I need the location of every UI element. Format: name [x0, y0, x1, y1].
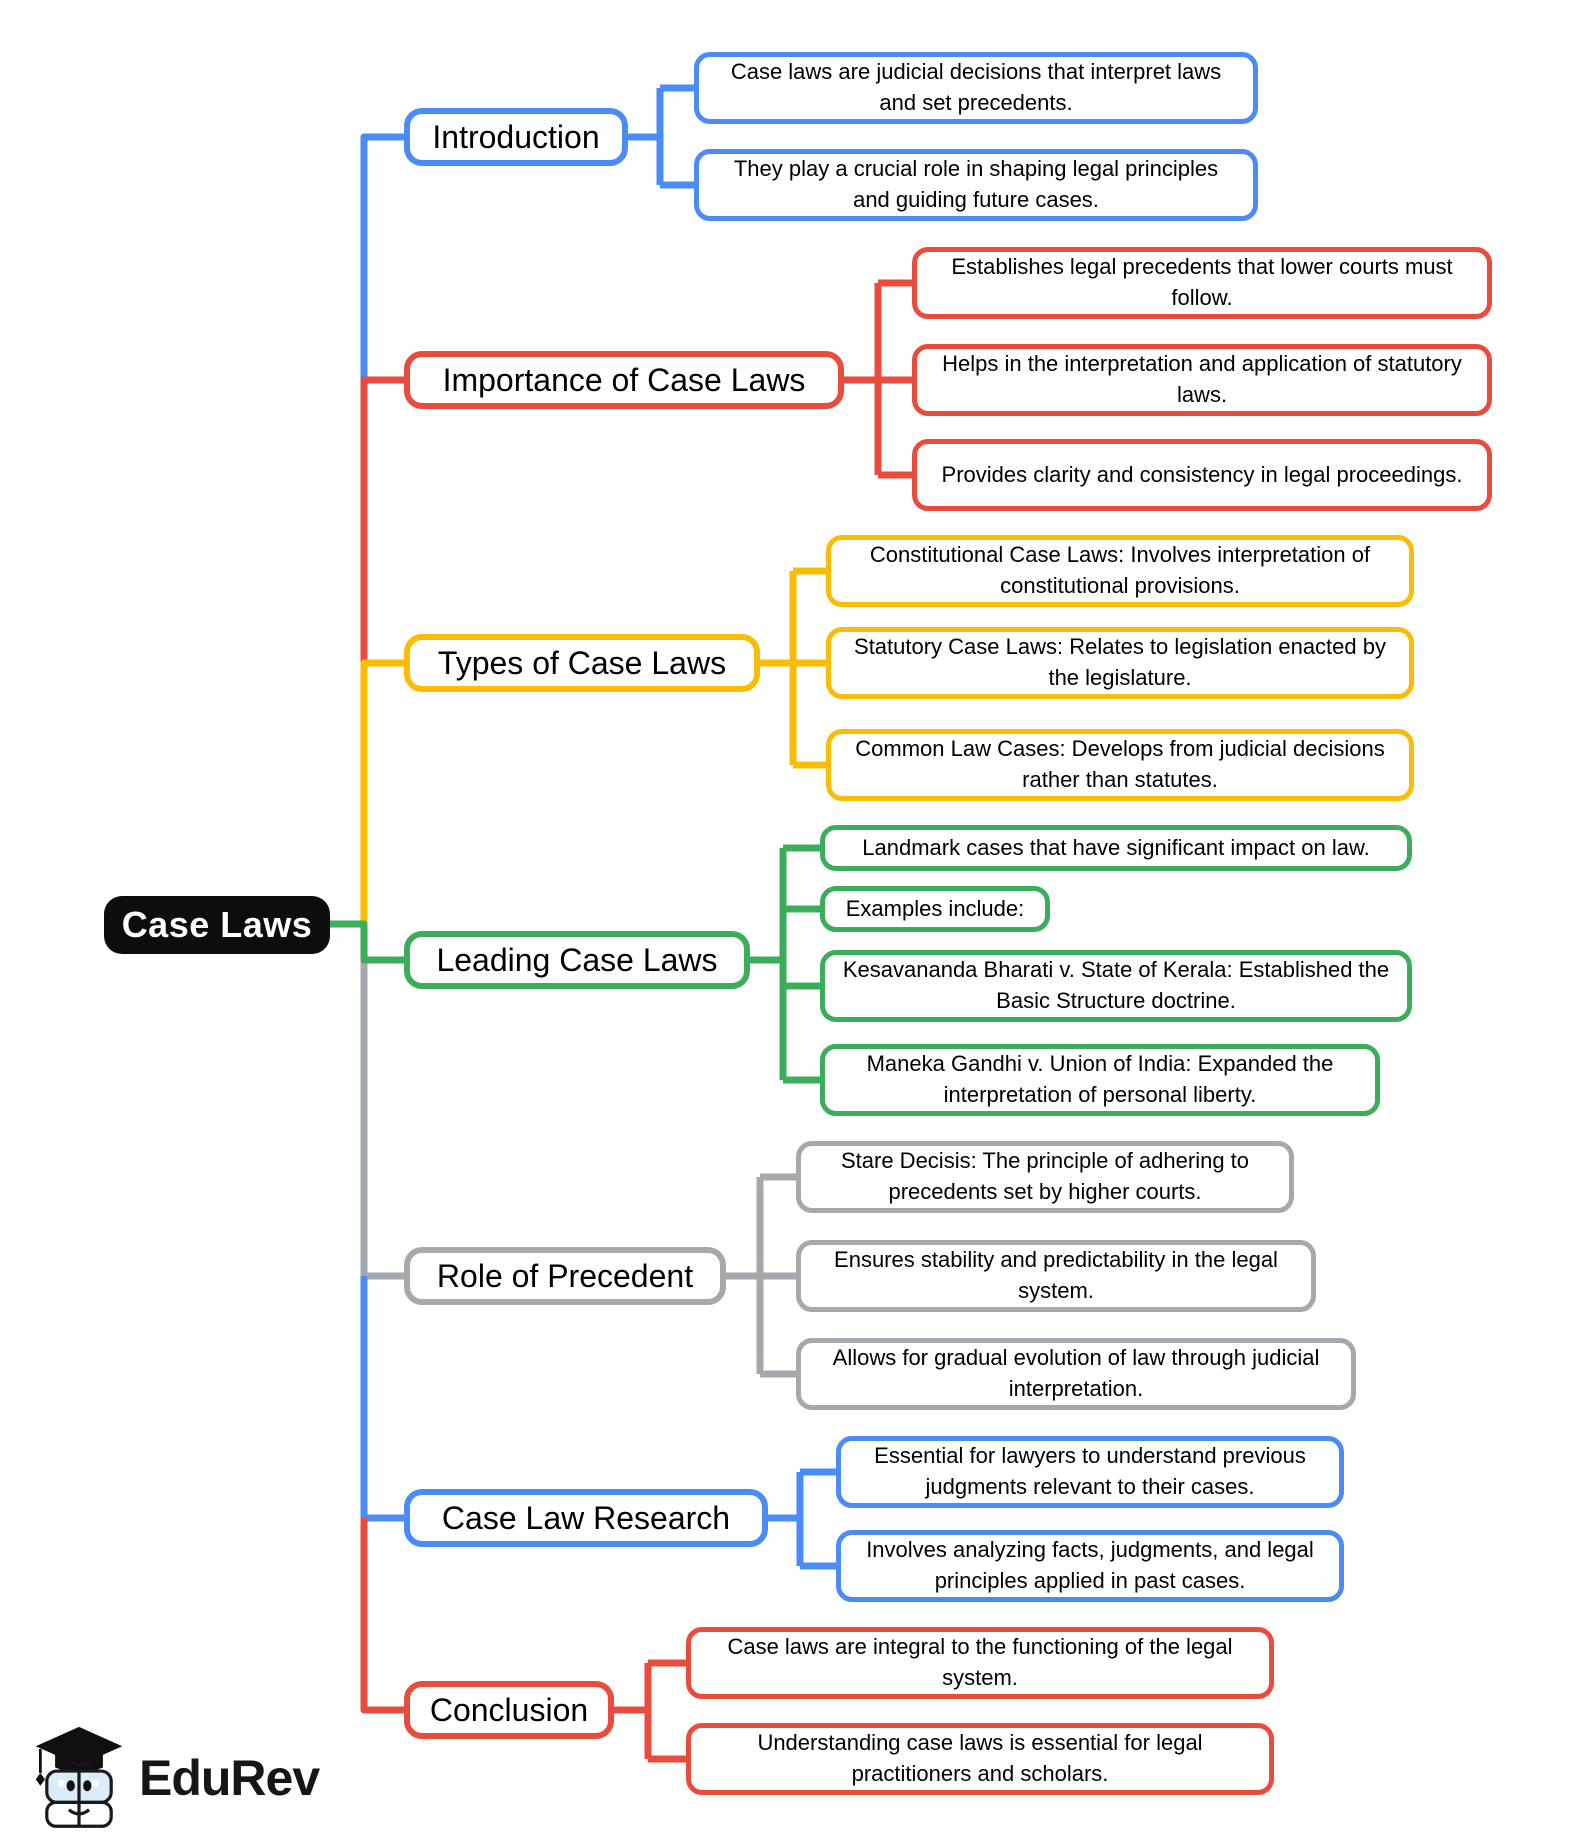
leaf-importance-3: Provides clarity and consistency in legal proceedings.: [912, 439, 1492, 511]
wire-role-children: [720, 1177, 804, 1374]
leaf-conclusion-2: Understanding case laws is essential for legal practitioners and scholars.: [686, 1723, 1274, 1795]
edurev-mascot-icon: [33, 1725, 125, 1830]
wire-leading-children: [744, 848, 828, 1080]
branch-conclusion: Conclusion: [404, 1681, 614, 1739]
wire-research-children: [762, 1472, 844, 1566]
leaf-role-1: Stare Decisis: The principle of adhering to precedents set by higher courts.: [796, 1141, 1294, 1213]
leaf-introduction-2: They play a crucial role in shaping legal principles and guiding future cases.: [694, 149, 1258, 221]
wire-types-children: [754, 571, 834, 765]
leaf-research-1: Essential for lawyers to understand previous judgments relevant to their cases.: [836, 1436, 1344, 1508]
edurev-brand-text: EduRev: [139, 1749, 320, 1806]
leaf-research-2: Involves analyzing facts, judgments, and legal principles applied in past cases.: [836, 1530, 1344, 1602]
branch-role: Role of Precedent: [404, 1247, 726, 1305]
wire-conclusion-children: [608, 1663, 694, 1759]
leaf-types-2: Statutory Case Laws: Relates to legislation enacted by the legislature.: [826, 627, 1414, 699]
leaf-introduction-1: Case laws are judicial decisions that interpret laws and set precedents.: [694, 52, 1258, 124]
trunk-importance: [364, 380, 412, 663]
trunk-leading: [326, 924, 412, 960]
wire-importance-children: [838, 283, 920, 475]
leaf-leading-3: Kesavananda Bharati v. State of Kerala: Established the Basic Structure doctrine.: [820, 950, 1412, 1022]
branch-leading: Leading Case Laws: [404, 931, 750, 989]
leaf-types-1: Constitutional Case Laws: Involves interpretation of constitutional provisions.: [826, 535, 1414, 607]
branch-importance: Importance of Case Laws: [404, 351, 844, 409]
branch-types: Types of Case Laws: [404, 634, 760, 692]
leaf-leading-1: Landmark cases that have significant impact on law.: [820, 825, 1412, 871]
leaf-conclusion-1: Case laws are integral to the functioning of the legal system.: [686, 1627, 1274, 1699]
leaf-role-2: Ensures stability and predictability in the legal system.: [796, 1240, 1316, 1312]
trunk-introduction: [364, 137, 412, 380]
trunk-conclusion: [364, 1518, 412, 1710]
wire-introduction-children: [622, 88, 702, 185]
branch-introduction: Introduction: [404, 108, 628, 166]
leaf-leading-4: Maneka Gandhi v. Union of India: Expanded the interpretation of personal liberty.: [820, 1044, 1380, 1116]
leaf-importance-2: Helps in the interpretation and application of statutory laws.: [912, 344, 1492, 416]
leaf-role-3: Allows for gradual evolution of law through judicial interpretation.: [796, 1338, 1356, 1410]
trunk-types: [364, 663, 412, 924]
branch-research: Case Law Research: [404, 1489, 768, 1547]
leaf-types-3: Common Law Cases: Develops from judicial decisions rather than statutes.: [826, 729, 1414, 801]
leaf-importance-1: Establishes legal precedents that lower courts must follow.: [912, 247, 1492, 319]
leaf-leading-2: Examples include:: [820, 886, 1050, 932]
edurev-logo: [33, 1725, 353, 1830]
root-node-case-laws: Case Laws: [104, 896, 330, 954]
trunk-research: [364, 1276, 412, 1518]
